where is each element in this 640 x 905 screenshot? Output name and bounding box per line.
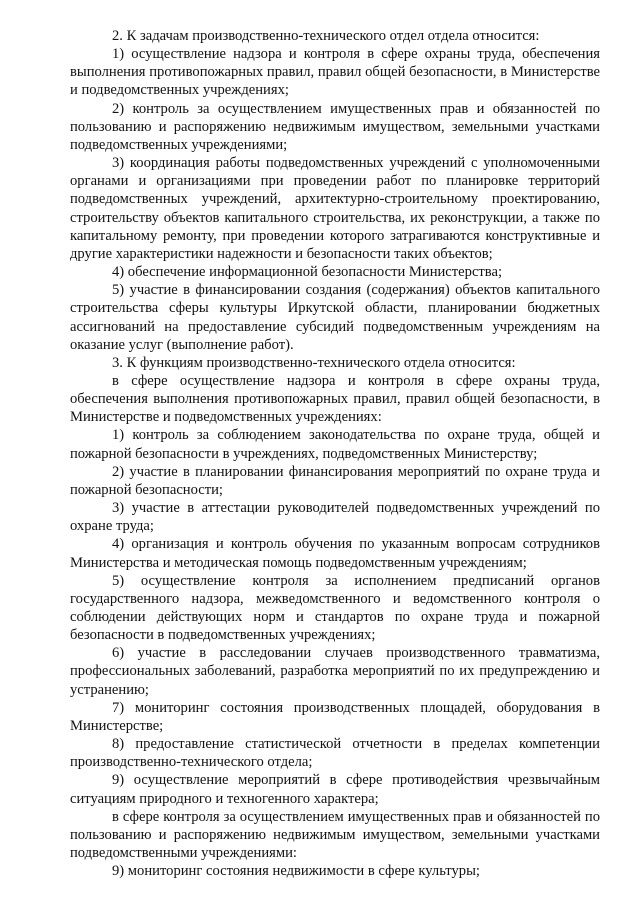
section-3-heading: 3. К функциям производственно-технического отдела относится: bbox=[112, 354, 516, 371]
function-item-6: 6) участие в расследовании случаев производственного травматизма, профессиональных заболеваний, разработка мероприятий по их предупреждению и устранению; bbox=[70, 645, 600, 698]
task-item-2: 2) контроль за осуществлением имущественных прав и обязанностей по пользованию и распоряжению недвижимым имуществом, земельными участками подведомственных учреждениями; bbox=[70, 100, 600, 153]
function-item-5: 5) осуществление контроля за исполнением предписаний органов государственного надзора, межведомственного и ведомственного контроля о соблюдении действующих норм и стандартов по охране труда и пожарной безопасности в подведомственных учреждениях; bbox=[70, 572, 600, 644]
task-item-4: 4) обеспечение информационной безопасности Министерства; bbox=[112, 264, 503, 281]
function-item-3: 3) участие в аттестации руководителей подведомственных учреждений по охране труда; bbox=[70, 500, 600, 535]
function-item-4: 4) организация и контроль обучения по указанным вопросам сотрудников Министерства и методическая помощь подведомственным учреждениям; bbox=[70, 536, 600, 571]
function-item-1: 1) контроль за соблюдением законодательства по охране труда, общей и пожарной безопасности в учреждениях, подведомственных Министерству; bbox=[70, 427, 600, 462]
function-item-2: 2) участие в планировании финансирования мероприятий по охране труда и пожарной безопасности; bbox=[70, 463, 600, 498]
function-item-8: 8) предоставление статистической отчетности в пределах компетенции производственно-технического отдела; bbox=[70, 736, 600, 771]
task-item-3: 3) координация работы подведомственных учреждений с уполномоченными органами и организациями при проведении работ по планировке территорий подведомственных учреждений, архитектурно-строительному проектированию, строительству объектов капитального строительства, их реконструкции, а также по капитальному ремонту, при проведении которого затрагиваются конструктивные и другие характеристики надежности и безопасности таких объектов; bbox=[70, 155, 600, 262]
function-group-property: в сфере контроля за осуществлением имущественных прав и обязанностей по пользованию и распоряжению недвижимым имуществом, земельными участками подведомственными учреждениями: bbox=[70, 808, 600, 862]
function-item-9: 9) осуществление мероприятий в сфере противодействия чрезвычайным ситуациям природного и техногенного характера; bbox=[70, 772, 600, 807]
task-item-1: 1) осуществление надзора и контроля в сфере охраны труда, обеспечения выполнения противопожарных правил, правил общей безопасности, в Министерстве и подведомственных учреждениях; bbox=[70, 46, 600, 99]
function-item-7: 7) мониторинг состояния производственных площадей, оборудования в Министерстве; bbox=[70, 699, 600, 734]
task-item-5: 5) участие в финансировании создания (содержания) объектов капитального строительства сферы культуры Иркутской области, планировании бюджетных ассигнований на предоставление субсидий подведомственным учреждениям на оказание услуг (выполнение работ). bbox=[70, 282, 600, 353]
document-page bbox=[70, 27, 600, 880]
property-item-9: 9) мониторинг состояния недвижимости в сфере культуры; bbox=[112, 863, 480, 880]
section-2-heading: 2. К задачам производственно-технического отдел отдела относится: bbox=[112, 28, 540, 44]
function-group-safety: в сфере осуществление надзора и контроля в сфере охраны труда, обеспечения выполнения противопожарных правил, правил общей безопасности, в Министерстве и подведомственных учреждениях: bbox=[70, 372, 600, 426]
